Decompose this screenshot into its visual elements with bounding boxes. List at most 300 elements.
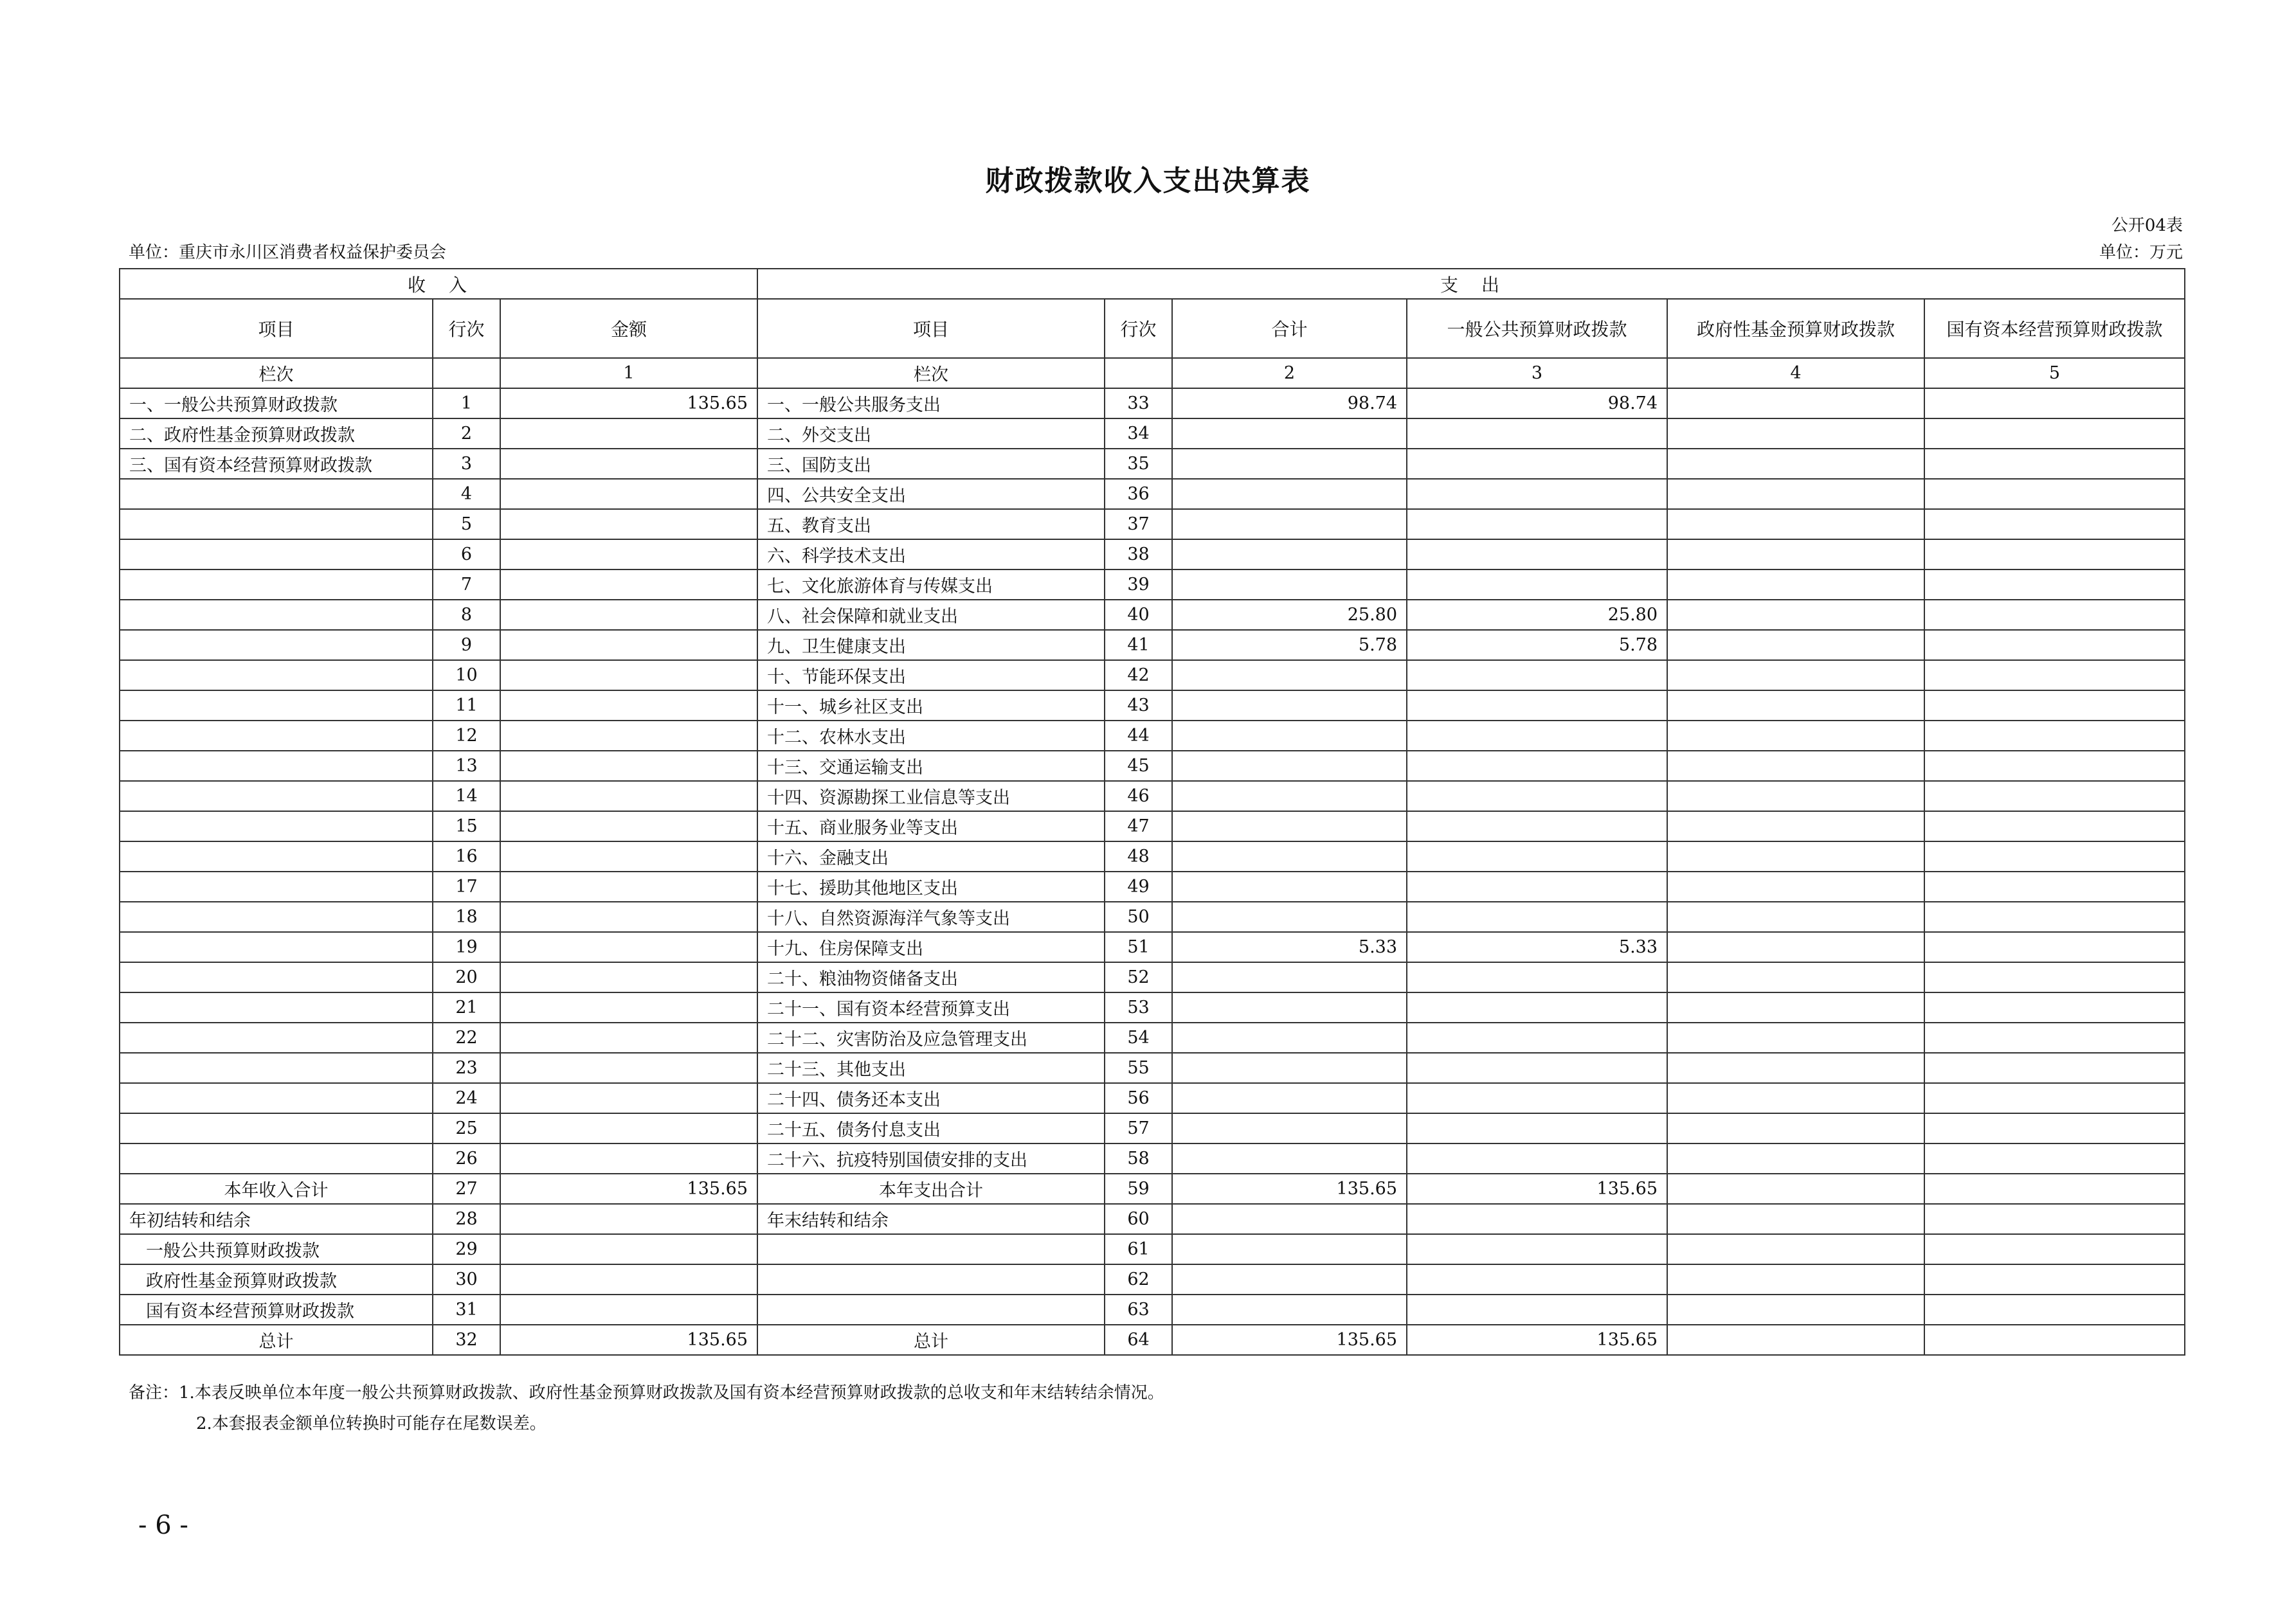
expense-item-cell: 二十二、灾害防治及应急管理支出	[757, 1023, 1105, 1053]
general-budget-amount-cell	[1407, 1113, 1667, 1143]
table-row	[120, 1053, 2185, 1083]
income-item-cell: 二、政府性基金预算财政拨款	[120, 418, 433, 449]
general-budget-amount-cell	[1407, 509, 1667, 539]
expense-item-cell: 一、一般公共服务支出	[757, 388, 1105, 418]
expense-item-cell: 十六、金融支出	[757, 841, 1105, 872]
summary-row	[120, 1264, 2185, 1295]
income-amount-cell	[500, 781, 757, 811]
general-budget-amount-cell	[1407, 1295, 1667, 1325]
index-cell: 4	[1667, 358, 1924, 388]
page-title: 财政拨款收入支出决算表	[985, 165, 1311, 197]
income-line-cell: 5	[433, 509, 500, 539]
state-capital-amount-cell	[1924, 1325, 2185, 1355]
state-capital-amount-cell	[1924, 1083, 2185, 1113]
expense-line-cell: 53	[1105, 992, 1172, 1023]
table-row	[120, 1023, 2185, 1053]
table-row	[120, 569, 2185, 600]
income-line-cell: 25	[433, 1113, 500, 1143]
state-capital-amount-cell	[1924, 1023, 2185, 1053]
income-amount-cell	[500, 1264, 757, 1295]
table-row	[120, 992, 2185, 1023]
total-amount-cell	[1172, 418, 1407, 449]
income-item-cell: 本年收入合计	[120, 1174, 433, 1204]
government-fund-amount-cell	[1667, 1053, 1924, 1083]
header-income-item: 项目	[120, 299, 433, 358]
income-line-cell: 3	[433, 449, 500, 479]
general-budget-amount-cell	[1407, 992, 1667, 1023]
expense-item-cell: 二十一、国有资本经营预算支出	[757, 992, 1105, 1023]
general-budget-amount-cell	[1407, 872, 1667, 902]
state-capital-amount-cell	[1924, 600, 2185, 630]
income-line-cell: 30	[433, 1264, 500, 1295]
income-line-cell: 26	[433, 1143, 500, 1174]
general-budget-amount-cell	[1407, 721, 1667, 751]
expense-item-cell: 十二、农林水支出	[757, 721, 1105, 751]
income-amount-cell	[500, 1113, 757, 1143]
expense-line-cell: 54	[1105, 1023, 1172, 1053]
income-item-cell	[120, 600, 433, 630]
expense-item-cell: 本年支出合计	[757, 1174, 1105, 1204]
general-budget-amount-cell	[1407, 690, 1667, 721]
income-amount-cell	[500, 690, 757, 721]
income-amount-cell: 135.65	[500, 1325, 757, 1355]
expense-line-cell: 37	[1105, 509, 1172, 539]
table-row	[120, 962, 2185, 992]
government-fund-amount-cell	[1667, 721, 1924, 751]
income-amount-cell	[500, 1023, 757, 1053]
general-budget-amount-cell	[1407, 1053, 1667, 1083]
total-amount-cell	[1172, 751, 1407, 781]
income-amount-cell	[500, 721, 757, 751]
total-amount-cell	[1172, 872, 1407, 902]
income-item-cell: 一、一般公共预算财政拨款	[120, 388, 433, 418]
general-budget-amount-cell: 5.78	[1407, 630, 1667, 660]
total-amount-cell	[1172, 841, 1407, 872]
income-amount-cell: 135.65	[500, 388, 757, 418]
income-amount-cell	[500, 902, 757, 932]
income-amount-cell	[500, 962, 757, 992]
government-fund-amount-cell	[1667, 449, 1924, 479]
total-amount-cell	[1172, 1295, 1407, 1325]
total-amount-cell	[1172, 479, 1407, 509]
general-budget-amount-cell	[1407, 841, 1667, 872]
expense-line-cell: 36	[1105, 479, 1172, 509]
expense-item-cell: 二十、粮油物资储备支出	[757, 962, 1105, 992]
government-fund-amount-cell	[1667, 962, 1924, 992]
expense-item-cell: 二十四、债务还本支出	[757, 1083, 1105, 1113]
income-line-cell: 2	[433, 418, 500, 449]
government-fund-amount-cell	[1667, 1083, 1924, 1113]
government-fund-amount-cell	[1667, 1325, 1924, 1355]
total-amount-cell	[1172, 811, 1407, 841]
income-amount-cell	[500, 630, 757, 660]
note-line-1: 备注：1.本表反映单位本年度一般公共预算财政拨款、政府性基金预算财政拨款及国有资本经营预算财政拨款的总收支和年末结转结余情况。	[129, 1383, 1164, 1403]
expense-item-cell: 二十三、其他支出	[757, 1053, 1105, 1083]
expense-line-cell: 64	[1105, 1325, 1172, 1355]
expense-item-cell: 十八、自然资源海洋气象等支出	[757, 902, 1105, 932]
header-expense-line: 行次	[1105, 299, 1172, 358]
expense-line-cell: 38	[1105, 539, 1172, 569]
state-capital-amount-cell	[1924, 388, 2185, 418]
expense-line-cell: 50	[1105, 902, 1172, 932]
expense-line-cell: 34	[1105, 418, 1172, 449]
total-amount-cell	[1172, 569, 1407, 600]
income-line-cell: 13	[433, 751, 500, 781]
income-line-cell: 24	[433, 1083, 500, 1113]
state-capital-amount-cell	[1924, 1053, 2185, 1083]
income-line-cell: 11	[433, 690, 500, 721]
state-capital-amount-cell	[1924, 811, 2185, 841]
total-amount-cell	[1172, 539, 1407, 569]
expense-item-cell: 八、社会保障和就业支出	[757, 600, 1105, 630]
income-item-cell	[120, 630, 433, 660]
table-row	[120, 509, 2185, 539]
income-item-cell	[120, 992, 433, 1023]
government-fund-amount-cell	[1667, 569, 1924, 600]
total-amount-cell	[1172, 1023, 1407, 1053]
column-index-row	[120, 358, 2185, 388]
budget-table	[119, 268, 2185, 1356]
state-capital-amount-cell	[1924, 841, 2185, 872]
income-line-cell: 8	[433, 600, 500, 630]
total-amount-cell	[1172, 1143, 1407, 1174]
expense-line-cell: 35	[1105, 449, 1172, 479]
total-amount-cell	[1172, 1053, 1407, 1083]
income-amount-cell	[500, 811, 757, 841]
state-capital-amount-cell	[1924, 1113, 2185, 1143]
total-amount-cell	[1172, 1113, 1407, 1143]
index-cell: 3	[1407, 358, 1667, 388]
table-row	[120, 932, 2185, 962]
expense-item-cell	[757, 1234, 1105, 1264]
income-item-cell	[120, 962, 433, 992]
expense-item-cell: 十三、交通运输支出	[757, 751, 1105, 781]
income-item-cell: 三、国有资本经营预算财政拨款	[120, 449, 433, 479]
government-fund-amount-cell	[1667, 1234, 1924, 1264]
income-section-header: 收 入	[120, 269, 757, 299]
income-amount-cell	[500, 1295, 757, 1325]
state-capital-amount-cell	[1924, 872, 2185, 902]
income-line-cell: 31	[433, 1295, 500, 1325]
general-budget-amount-cell	[1407, 1234, 1667, 1264]
expense-item-cell: 总计	[757, 1325, 1105, 1355]
income-line-cell: 18	[433, 902, 500, 932]
general-budget-amount-cell: 5.33	[1407, 932, 1667, 962]
expense-line-cell: 39	[1105, 569, 1172, 600]
income-line-cell: 6	[433, 539, 500, 569]
total-amount-cell	[1172, 1234, 1407, 1264]
expense-line-cell: 47	[1105, 811, 1172, 841]
income-line-cell: 4	[433, 479, 500, 509]
general-budget-amount-cell	[1407, 449, 1667, 479]
state-capital-amount-cell	[1924, 418, 2185, 449]
table-row	[120, 1083, 2185, 1113]
table-row	[120, 388, 2185, 418]
general-budget-amount-cell: 135.65	[1407, 1174, 1667, 1204]
general-budget-amount-cell	[1407, 1143, 1667, 1174]
general-budget-amount-cell	[1407, 902, 1667, 932]
income-item-cell: 国有资本经营预算财政拨款	[120, 1295, 433, 1325]
general-budget-amount-cell	[1407, 479, 1667, 509]
income-item-cell	[120, 841, 433, 872]
income-item-cell	[120, 1023, 433, 1053]
expense-line-cell: 63	[1105, 1295, 1172, 1325]
expense-line-cell: 51	[1105, 932, 1172, 962]
state-capital-amount-cell	[1924, 902, 2185, 932]
expense-section-header: 支 出	[757, 269, 2185, 299]
budget-table-body	[120, 269, 2185, 1355]
general-budget-amount-cell	[1407, 1023, 1667, 1053]
income-item-cell	[120, 721, 433, 751]
state-capital-amount-cell	[1924, 1295, 2185, 1325]
expense-item-cell: 十五、商业服务业等支出	[757, 811, 1105, 841]
state-capital-amount-cell	[1924, 1264, 2185, 1295]
table-row	[120, 418, 2185, 449]
government-fund-amount-cell	[1667, 600, 1924, 630]
index-cell: 栏次	[757, 358, 1105, 388]
income-item-cell: 年初结转和结余	[120, 1204, 433, 1234]
income-amount-cell	[500, 1204, 757, 1234]
government-fund-amount-cell	[1667, 418, 1924, 449]
total-amount-cell	[1172, 1204, 1407, 1234]
expense-item-cell: 十七、援助其他地区支出	[757, 872, 1105, 902]
total-amount-cell	[1172, 1083, 1407, 1113]
expense-item-cell: 十一、城乡社区支出	[757, 690, 1105, 721]
income-amount-cell	[500, 872, 757, 902]
income-amount-cell	[500, 509, 757, 539]
table-row	[120, 902, 2185, 932]
income-line-cell: 1	[433, 388, 500, 418]
table-row	[120, 872, 2185, 902]
government-fund-amount-cell	[1667, 902, 1924, 932]
index-cell: 5	[1924, 358, 2185, 388]
expense-line-cell: 55	[1105, 1053, 1172, 1083]
table-row	[120, 449, 2185, 479]
income-item-cell	[120, 690, 433, 721]
general-budget-amount-cell	[1407, 1264, 1667, 1295]
expense-item-cell: 五、教育支出	[757, 509, 1105, 539]
expense-line-cell: 45	[1105, 751, 1172, 781]
table-row	[120, 841, 2185, 872]
header-income-line: 行次	[433, 299, 500, 358]
state-capital-amount-cell	[1924, 721, 2185, 751]
expense-item-cell: 六、科学技术支出	[757, 539, 1105, 569]
table-row	[120, 1143, 2185, 1174]
expense-line-cell: 43	[1105, 690, 1172, 721]
income-item-cell	[120, 751, 433, 781]
state-capital-amount-cell	[1924, 1204, 2185, 1234]
header-general-budget: 一般公共预算财政拨款	[1407, 299, 1667, 358]
income-item-cell	[120, 479, 433, 509]
total-amount-cell	[1172, 449, 1407, 479]
income-amount-cell	[500, 1234, 757, 1264]
income-item-cell	[120, 509, 433, 539]
government-fund-amount-cell	[1667, 1264, 1924, 1295]
state-capital-amount-cell	[1924, 781, 2185, 811]
total-amount-cell	[1172, 660, 1407, 690]
total-amount-cell: 135.65	[1172, 1325, 1407, 1355]
index-cell	[1105, 358, 1172, 388]
section-header-row	[120, 269, 2185, 299]
state-capital-amount-cell	[1924, 660, 2185, 690]
general-budget-amount-cell	[1407, 1083, 1667, 1113]
table-row	[120, 751, 2185, 781]
header-total: 合计	[1172, 299, 1407, 358]
total-amount-cell	[1172, 509, 1407, 539]
total-amount-cell	[1172, 962, 1407, 992]
column-header-row	[120, 299, 2185, 358]
expense-item-cell: 三、国防支出	[757, 449, 1105, 479]
income-line-cell: 22	[433, 1023, 500, 1053]
expense-item-cell: 年末结转和结余	[757, 1204, 1105, 1234]
expense-line-cell: 57	[1105, 1113, 1172, 1143]
income-line-cell: 21	[433, 992, 500, 1023]
income-line-cell: 9	[433, 630, 500, 660]
expense-line-cell: 42	[1105, 660, 1172, 690]
header-government-fund: 政府性基金预算财政拨款	[1667, 299, 1924, 358]
state-capital-amount-cell	[1924, 751, 2185, 781]
income-amount-cell	[500, 479, 757, 509]
general-budget-amount-cell	[1407, 1204, 1667, 1234]
total-amount-cell: 25.80	[1172, 600, 1407, 630]
table-row	[120, 479, 2185, 509]
expense-line-cell: 44	[1105, 721, 1172, 751]
government-fund-amount-cell	[1667, 992, 1924, 1023]
expense-line-cell: 40	[1105, 600, 1172, 630]
income-item-cell	[120, 539, 433, 569]
general-budget-amount-cell: 135.65	[1407, 1325, 1667, 1355]
income-line-cell: 15	[433, 811, 500, 841]
general-budget-amount-cell	[1407, 660, 1667, 690]
state-capital-amount-cell	[1924, 630, 2185, 660]
income-item-cell	[120, 660, 433, 690]
income-amount-cell	[500, 932, 757, 962]
table-row	[120, 660, 2185, 690]
government-fund-amount-cell	[1667, 1295, 1924, 1325]
state-capital-amount-cell	[1924, 509, 2185, 539]
table-row	[120, 630, 2185, 660]
government-fund-amount-cell	[1667, 781, 1924, 811]
header-income-amount: 金额	[500, 299, 757, 358]
reporting-unit: 单位：重庆市永川区消费者权益保护委员会	[129, 243, 447, 262]
summary-row	[120, 1204, 2185, 1234]
income-item-cell	[120, 1083, 433, 1113]
total-amount-cell	[1172, 992, 1407, 1023]
state-capital-amount-cell	[1924, 479, 2185, 509]
income-amount-cell	[500, 1143, 757, 1174]
income-amount-cell	[500, 660, 757, 690]
expense-item-cell: 二十六、抗疫特别国债安排的支出	[757, 1143, 1105, 1174]
general-budget-amount-cell	[1407, 781, 1667, 811]
page-number: - 6 -	[138, 1511, 188, 1540]
expense-item-cell: 十四、资源勘探工业信息等支出	[757, 781, 1105, 811]
expense-item-cell: 二十五、债务付息支出	[757, 1113, 1105, 1143]
income-line-cell: 32	[433, 1325, 500, 1355]
expense-line-cell: 33	[1105, 388, 1172, 418]
income-line-cell: 19	[433, 932, 500, 962]
income-item-cell: 一般公共预算财政拨款	[120, 1234, 433, 1264]
income-item-cell	[120, 1053, 433, 1083]
table-row	[120, 781, 2185, 811]
government-fund-amount-cell	[1667, 932, 1924, 962]
total-amount-cell	[1172, 902, 1407, 932]
state-capital-amount-cell	[1924, 569, 2185, 600]
expense-item-cell: 二、外交支出	[757, 418, 1105, 449]
form-number: 公开04表	[2111, 216, 2183, 235]
government-fund-amount-cell	[1667, 509, 1924, 539]
income-item-cell: 政府性基金预算财政拨款	[120, 1264, 433, 1295]
state-capital-amount-cell	[1924, 992, 2185, 1023]
government-fund-amount-cell	[1667, 388, 1924, 418]
income-item-cell	[120, 902, 433, 932]
expense-line-cell: 62	[1105, 1264, 1172, 1295]
general-budget-amount-cell	[1407, 539, 1667, 569]
expense-item-cell	[757, 1264, 1105, 1295]
government-fund-amount-cell	[1667, 872, 1924, 902]
currency-unit: 单位：万元	[2099, 243, 2183, 262]
income-amount-cell	[500, 1083, 757, 1113]
government-fund-amount-cell	[1667, 811, 1924, 841]
government-fund-amount-cell	[1667, 660, 1924, 690]
index-cell: 2	[1172, 358, 1407, 388]
expense-item-cell: 十九、住房保障支出	[757, 932, 1105, 962]
general-budget-amount-cell: 98.74	[1407, 388, 1667, 418]
index-cell	[433, 358, 500, 388]
state-capital-amount-cell	[1924, 449, 2185, 479]
income-line-cell: 12	[433, 721, 500, 751]
income-line-cell: 7	[433, 569, 500, 600]
expense-item-cell: 七、文化旅游体育与传媒支出	[757, 569, 1105, 600]
general-budget-amount-cell	[1407, 569, 1667, 600]
income-item-cell	[120, 569, 433, 600]
income-amount-cell: 135.65	[500, 1174, 757, 1204]
government-fund-amount-cell	[1667, 539, 1924, 569]
summary-row	[120, 1295, 2185, 1325]
summary-row	[120, 1325, 2185, 1355]
header-expense-item: 项目	[757, 299, 1105, 358]
income-item-cell	[120, 1143, 433, 1174]
total-amount-cell	[1172, 1264, 1407, 1295]
table-row	[120, 600, 2185, 630]
income-line-cell: 27	[433, 1174, 500, 1204]
state-capital-amount-cell	[1924, 932, 2185, 962]
income-amount-cell	[500, 569, 757, 600]
state-capital-amount-cell	[1924, 1143, 2185, 1174]
header-state-capital: 国有资本经营预算财政拨款	[1924, 299, 2185, 358]
table-row	[120, 1113, 2185, 1143]
government-fund-amount-cell	[1667, 630, 1924, 660]
income-item-cell: 总计	[120, 1325, 433, 1355]
income-line-cell: 10	[433, 660, 500, 690]
state-capital-amount-cell	[1924, 1174, 2185, 1204]
expense-line-cell: 41	[1105, 630, 1172, 660]
government-fund-amount-cell	[1667, 1204, 1924, 1234]
summary-row	[120, 1174, 2185, 1204]
expense-item-cell: 四、公共安全支出	[757, 479, 1105, 509]
total-amount-cell: 135.65	[1172, 1174, 1407, 1204]
state-capital-amount-cell	[1924, 690, 2185, 721]
income-line-cell: 29	[433, 1234, 500, 1264]
general-budget-amount-cell	[1407, 811, 1667, 841]
total-amount-cell: 5.33	[1172, 932, 1407, 962]
state-capital-amount-cell	[1924, 539, 2185, 569]
expense-line-cell: 56	[1105, 1083, 1172, 1113]
government-fund-amount-cell	[1667, 1113, 1924, 1143]
income-line-cell: 14	[433, 781, 500, 811]
table-row	[120, 690, 2185, 721]
expense-line-cell: 48	[1105, 841, 1172, 872]
expense-item-cell: 十、节能环保支出	[757, 660, 1105, 690]
